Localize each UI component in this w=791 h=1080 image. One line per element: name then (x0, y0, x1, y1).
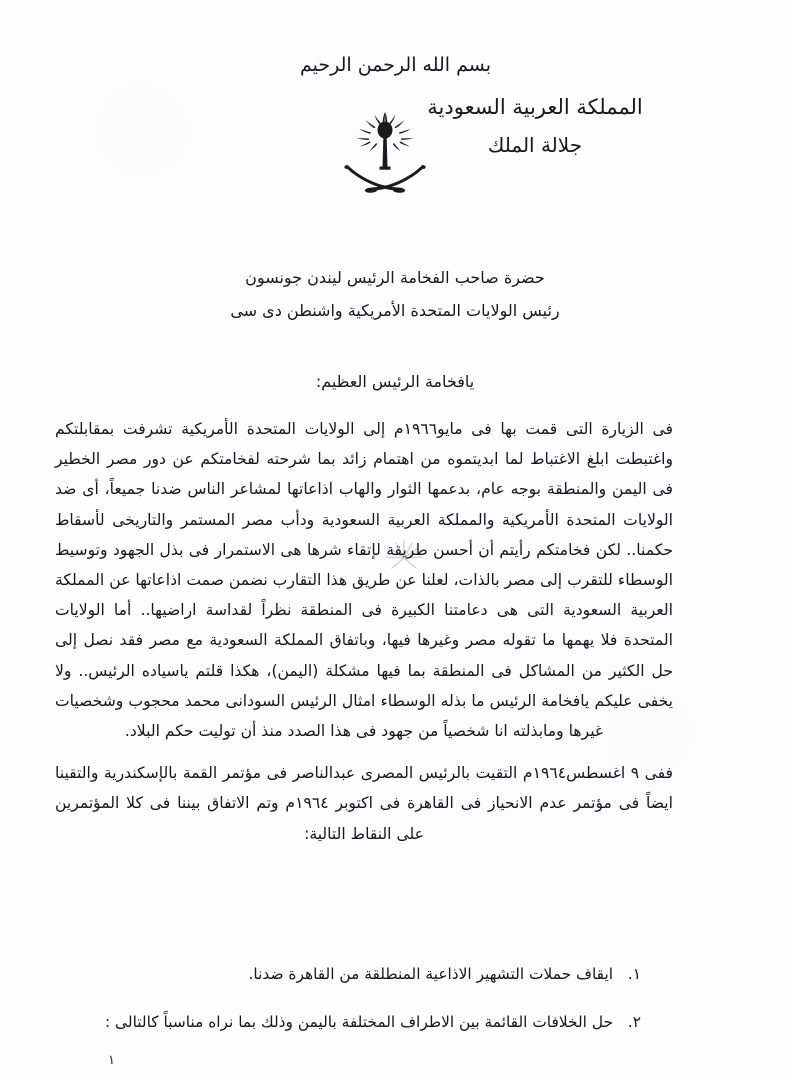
list-item (55, 1008, 641, 1036)
letterhead-kingdom: المملكة العربية السعودية (427, 95, 643, 119)
addressee-block (45, 262, 745, 328)
numbered-points-list (55, 960, 641, 1056)
body-paragraph-2: ففى ٩ اغسطس١٩٦٤م التقيت بالرئيس المصرى عبدالناصر فى مؤتمر القمة بالإسكندرية والتقينا ايضاً فى مؤتمر عدم الانحياز فى القاهرة فى اكتوبر ١٩٦٤م وتم الاتفاق بيننا فى كلا المؤتمرين على النقاط التالية: (55, 764, 674, 843)
letterhead (325, 88, 745, 164)
point-number: ١. (627, 965, 641, 983)
addressee-line-1: حضرة صاحب الفخامة الرئيس ليندن جونسون (245, 268, 545, 287)
list-item (55, 960, 641, 988)
letterhead-majesty: جلالة الملك (487, 132, 583, 157)
page-number: ١ (108, 1053, 115, 1068)
addressee-line-2: رئيس الولايات المتحدة الأمريكية واشنطن دى سى (230, 300, 560, 320)
salutation: يافخامة الرئيس العظيم: (315, 372, 475, 391)
point-number: ٢. (627, 1013, 641, 1031)
basmala-header: بسم الله الرحمن الرحيم (300, 54, 491, 76)
point-text: ايقاف حملات التشهير الاذاعية المنطلقة من القاهرة ضدنا. (248, 965, 613, 983)
body-paragraph-1: فى الزيارة التى قمت بها فى مايو١٩٦٦م إلى الولايات المتحدة الأمريكية تشرفت بمقابلتكم واغتبطت ابلغ الاغتباط لما ابديتموه من اهتمام زائد بما شرحته لفخامتكم عن دور مصر الخطير فى اليمن والمنطقة بوجه عام، بدعمها الثوار والهاب اذاعاتها لمشاعر الناس ضدنا جميعاً، أى ضد الولايات المتحدة الأمريكية والمملكة العربية السعودية ودأب مصر المستمر والتاريخى لأسقاط حكمنا.. لكن فخامتكم رأيتم أن أحسن طريقة لإتقاء شرها هى الاستمرار فى بذل الجهود وتوسيط الوسطاء للتقرب إلى مصر بالذات، لعلنا عن طريق هذا التقارب نضمن صمت اذاعاتها عن المملكة العربية السعودية التى هى دعامتنا الكبيرة فى المنطقة نظراً لقداسة اراضيها.. أما الولايات المتحدة فلا يهمها ما تقوله مصر وغيرها فيها، وباتفاق المملكة السعودية مع مصر فقد نصل إلى حل الكثير من المشاكل فى المنطقة بما فيها مشكلة (اليمن)، هكذا قلتم ياسياده الرئيس.. ولا يخفى عليكم يافخامة الرئيس ما بذله الوسطاء امثال الرئيس السودانى محمد محجوب وشخصيات غيرها ومابذلته انا شخصياً من جهود فى هذا الصدد منذ أن توليت حكم البلاد. (55, 420, 673, 741)
point-text: حل الخلافات القائمة بين الاطراف المختلفة باليمن وذلك بما نراه مناسباً كالتالى : (104, 1013, 613, 1031)
letter-body (55, 414, 673, 855)
